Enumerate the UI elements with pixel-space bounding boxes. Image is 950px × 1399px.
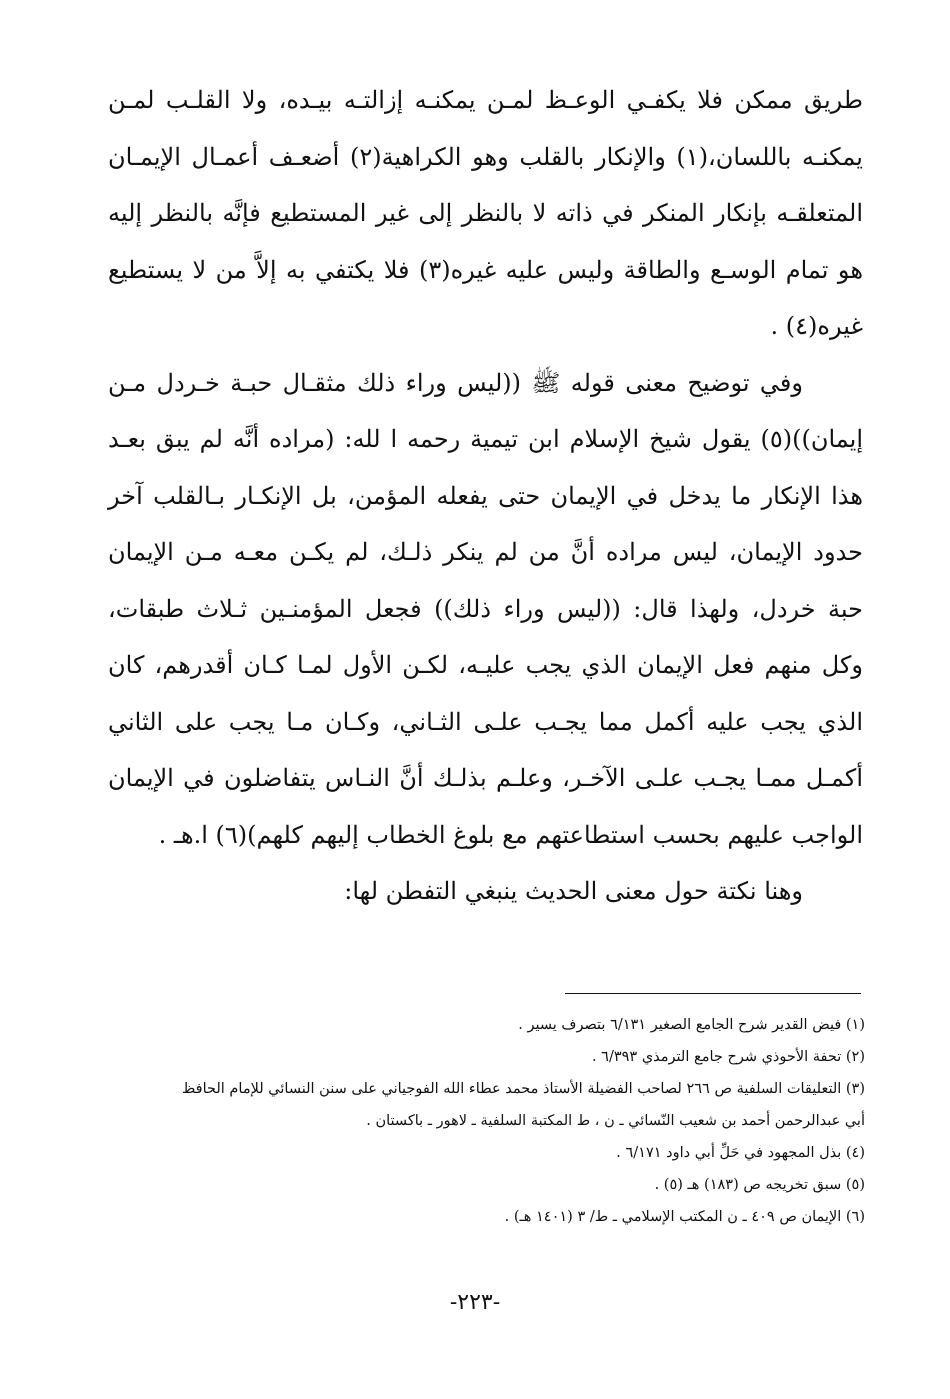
footnote-separator bbox=[565, 993, 861, 994]
footnote-2: (٢) تحفة الأحوذي شرح جامع الترمذي ٦/٣٩٣ . bbox=[591, 1049, 865, 1065]
footnote-1: (١) فيض القدير شرح الجامع الصغير ٦/١٣١ بتصرف يسير . bbox=[518, 1017, 865, 1033]
footnote-5: (٥) سبق تخريجه ص (١٨٣) هـ (٥) . bbox=[654, 1177, 865, 1193]
footnote-3-continuation: أبي عبدالرحمن أحمد بن شعيب النّسائي ـ ن ، ط المكتبة السلفية ـ لاهور ـ باكستان . bbox=[366, 1113, 865, 1129]
paragraph-1: طريق ممكن فلا يكفـي الوعـظ لمـن يمكنـه إزالتـه بيـده، ولا القلـب لمـن يمكنـه باللسان،(١) والإنكار بالقلب وهو الكراهية(٢) أضعـف أعمـال الإيمـان المتعلقـه بإنكار المنكر في ذاته لا بالنظر إلى غير المستطيع فإنَّه بالنظر إليه هو تمام الوسـع والطاقة وليس عليه غيره(٣) فلا يكتفي به إلاَّ من لا يستطيع غيره(٤) . bbox=[108, 86, 863, 340]
paragraph-2: وفي توضيح معنى قوله ﷺ ((ليس وراء ذلك مثقـال حبـة خـردل مـن إيمان))(٥) يقول شيخ الإسلام ابن تيمية رحمه ا لله: (مراده أنَّه لم يبق بعـد هذا الإنكار ما يدخل في الإيمان حتى يفعله المؤمن، بل الإنكـار بـالقلب آخر حدود الإيمان، ليس مراده أنَّ من لم ينكر ذلـك، لم يكـن معـه مـن الإيمان حبة خردل، ولهذا قال: ((ليس وراء ذلك)) فجعل المؤمنـين ثـلاث طبقات، وكل منهم فعل الإيمان الذي يجب عليـه، لكـن الأول لمـا كـان أقدرهم، كان الذي يجب عليه أكمل مما يجـب علـى الثـاني، وكـان مـا يجب على الثاني أكمـل ممـا يجـب علـى الآخـر، وعلـم بذلـك أنَّ النـاس يتفاضلون في الإيمان الواجب عليهم بحسب استطاعتهم مع بلوغ الخطاب إليهم كلهم)(٦) ا.هـ . bbox=[108, 368, 864, 849]
page-number: -٢٢٣- bbox=[449, 1290, 501, 1315]
footnote-3: (٣) التعليقات السلفية ص ٢٦٦ لصاحب الفضيلة الأستاذ محمد عطاء الله الفوجياني على سنن النسائي للإمام الحافظ bbox=[181, 1081, 865, 1097]
footnote-6: (٦) الإيمان ص ٤٠٩ ـ ن المكتب الإسلامي ـ ط/ ٣ (١٤٠١ هـ) . bbox=[504, 1209, 865, 1225]
paragraph-3: وهنا نكتة حول معنى الحديث ينبغي التفطن لها: bbox=[344, 877, 803, 905]
main-text bbox=[108, 72, 863, 920]
footnote-4: (٤) بذل المجهود في حَلِّ أبي داود ٦/١٧١ . bbox=[616, 1145, 865, 1161]
footnotes bbox=[108, 1009, 865, 1233]
